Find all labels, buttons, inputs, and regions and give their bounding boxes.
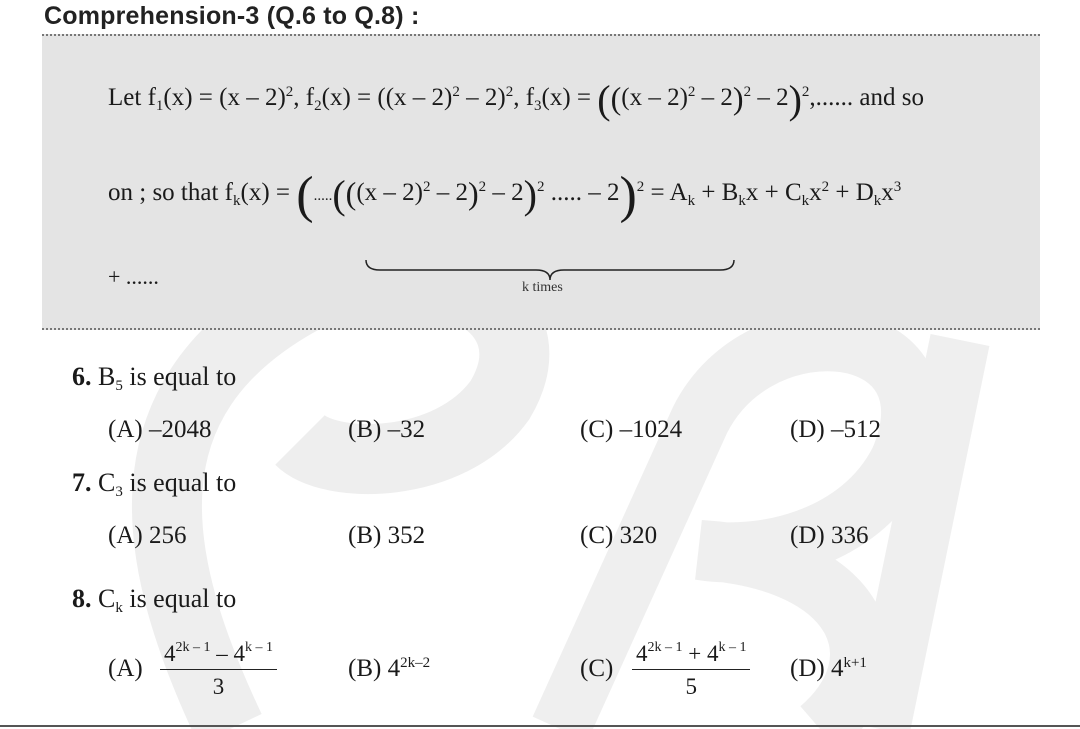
q8-option-c-label[interactable]: (C) xyxy=(580,655,614,682)
q6-option-b[interactable]: (B) –32 xyxy=(348,416,426,443)
q7-option-c[interactable]: (C) 320 xyxy=(580,522,658,549)
q8-option-b[interactable]: (B) $4^{2k-2}$ xyxy=(348,655,431,682)
heading-title: Comprehension-3 xyxy=(44,2,260,30)
heading-range: (Q.6 to Q.8) : xyxy=(266,2,420,30)
passage-line-3: + ...... xyxy=(108,264,159,289)
q7-option-a[interactable]: (A) 256 xyxy=(108,522,187,549)
q7-option-d[interactable]: (D) 336 xyxy=(790,522,869,549)
question-8: 8. $C_k$ is equal to xyxy=(72,584,237,616)
question-6: 6. $B_5$ is equal to xyxy=(72,362,237,394)
q8-option-d[interactable]: (D) $4^{k+1}$ xyxy=(790,655,867,682)
k-times-label: k times xyxy=(522,280,563,295)
q8-option-c-fraction[interactable]: $\frac{4^{2k - 1} + 4^{k - 1}}{5}$ xyxy=(632,640,750,700)
q7-option-b[interactable]: (B) 352 xyxy=(348,522,426,549)
passage-line-1: Let $f_1(x) = (x - 2)^2$, $f_2(x) = ((x - 2)^2 - 2)^2$, $f_3(x) = (((x - 2)^2 - 2)^2 - 2)^2$,...... and so xyxy=(108,77,924,122)
passage-box xyxy=(42,34,1040,330)
underbrace xyxy=(364,258,736,282)
q8-option-a-label[interactable]: (A) xyxy=(108,655,143,682)
passage-line-2: on ; so that $f_k(x) = (.....(((x - 2)^2 - 2)^2 - 2)^2$ ..... – $2)^2 = A_k + B_kx + C_kx^2 + D_kx^3$ xyxy=(108,167,902,224)
q6-option-d[interactable]: (D) –512 xyxy=(790,416,881,443)
q6-option-a[interactable]: (A) –2048 xyxy=(108,416,212,443)
q6-option-c[interactable]: (C) –1024 xyxy=(580,416,683,443)
bottom-rule xyxy=(0,725,1080,727)
question-7: 7. $C_3$ is equal to xyxy=(72,468,237,500)
section-heading xyxy=(44,2,420,31)
q8-option-a-fraction[interactable]: $\frac{4^{2k - 1} - 4^{k - 1}}{3}$ xyxy=(160,640,277,700)
